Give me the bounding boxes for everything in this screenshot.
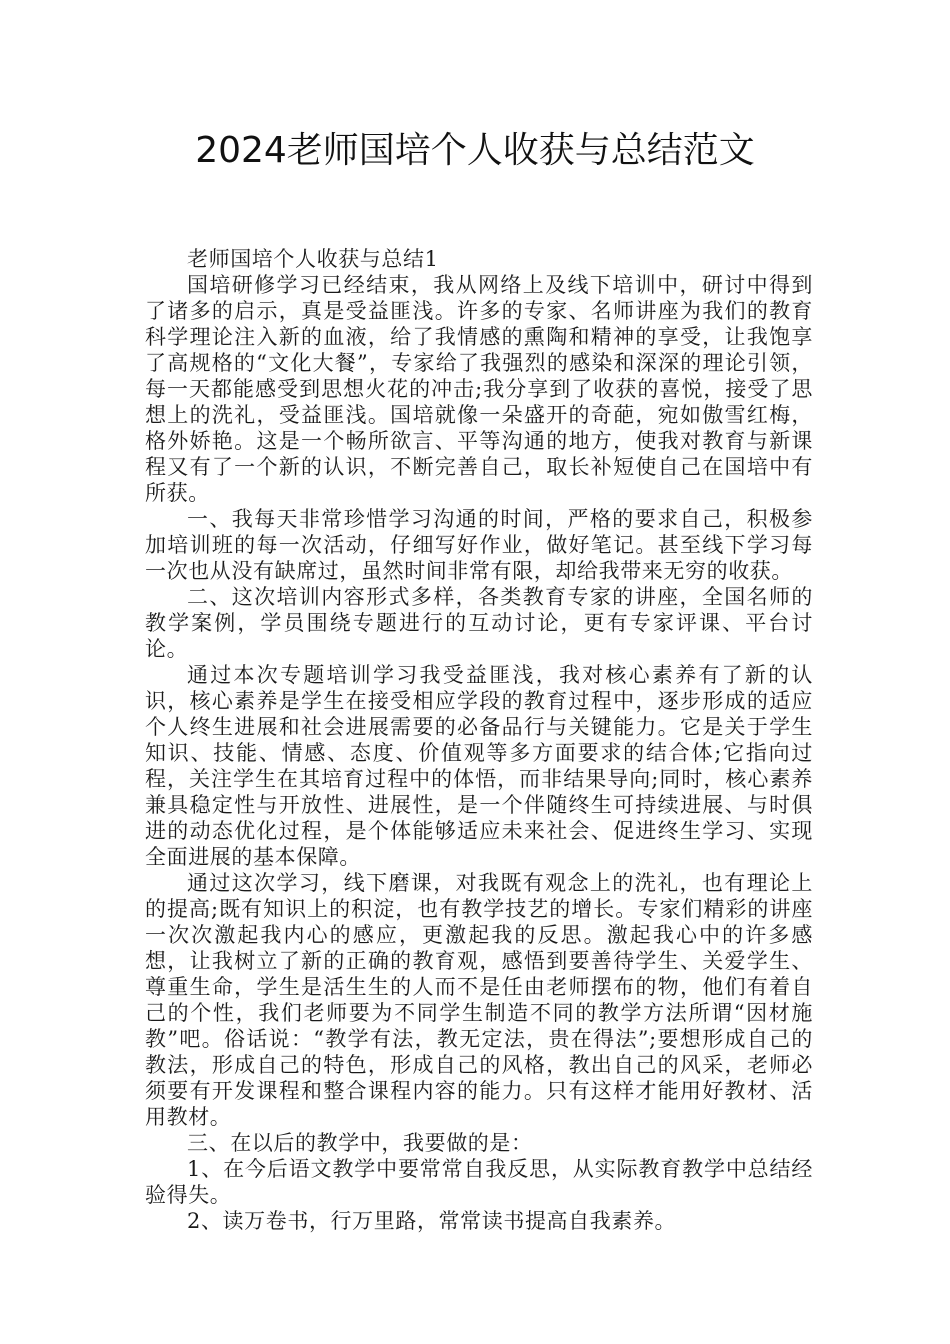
section-heading: 老师国培个人收获与总结1 xyxy=(187,247,439,271)
paragraph: 通过本次专题培训学习我受益匪浅，我对核心素养有了新的认识，核心素养是学生在接受相应学段的教育过程中，逐步形成的适应个人终生进展和社会进展需要的必备品行与关键能力。它是关于学生知识、技能、情感、态度、价值观等多方面要求的结合体;它指向过程，关注学生在其培育过程中的体悟，而非结果导向;同时，核心素养兼具稳定性与开放性、进展性，是一个伴随终生可持续进展、与时俱进的动态优化过程，是个体能够适应未来社会、促进终生学习、实现全面进展的基本保障。 xyxy=(145,663,813,869)
document-body xyxy=(145,246,813,1234)
list-item: 1、在今后语文教学中要常常自我反思，从实际教育教学中总结经验得失。 xyxy=(145,1157,813,1207)
document-title: 2024老师国培个人收获与总结范文 xyxy=(195,130,755,171)
paragraph: 国培研修学习已经结束，我从网络上及线下培训中，研讨中得到了诸多的启示，真是受益匪浅。许多的专家、名师讲座为我们的教育科学理论注入新的血液，给了我情感的熏陶和精神的享受，让我饱享了高规格的“文化大餐”，专家给了我强烈的感染和深深的理论引领，每一天都能感受到思想火花的冲击;我分享到了收获的喜悦，接受了思想上的洗礼，受益匪浅。国培就像一朵盛开的奇葩，宛如傲雪红梅，格外娇艳。这是一个畅所欲言、平等沟通的地方，使我对教育与新课程又有了一个新的认识，不断完善自己，取长补短使自己在国培中有所获。 xyxy=(145,273,813,505)
paragraph: 二、这次培训内容形式多样，各类教育专家的讲座，全国名师的教学案例，学员围绕专题进行的互动讨论，更有专家评课、平台讨论。 xyxy=(145,585,813,661)
paragraph: 三、在以后的教学中，我要做的是： xyxy=(187,1131,533,1155)
list-item: 2、读万卷书，行万里路，常常读书提高自我素养。 xyxy=(187,1209,677,1233)
paragraph: 通过这次学习，线下磨课，对我既有观念上的洗礼，也有理论上的提高;既有知识上的积淀，也有教学技艺的增长。专家们精彩的讲座一次次激起我内心的感应，更激起我的反思。激起我心中的许多感想，让我树立了新的正确的教育观，感悟到要善待学生、关爱学生、尊重生命，学生是活生生的人而不是任由老师摆布的物，他们有着自己的个性，我们老师要为不同学生制造不同的教学方法所谓“因材施教”吧。俗话说：“教学有法，教无定法，贵在得法”;要想形成自己的教法，形成自己的特色，形成自己的风格，教出自己的风采，老师必须要有开发课程和整合课程内容的能力。只有这样才能用好教材、活用教材。 xyxy=(145,871,813,1129)
paragraph: 一、我每天非常珍惜学习沟通的时间，严格的要求自己，积极参加培训班的每一次活动，仔细写好作业，做好笔记。甚至线下学习每一次也从没有缺席过，虽然时间非常有限，却给我带来无穷的收获。 xyxy=(145,507,813,583)
